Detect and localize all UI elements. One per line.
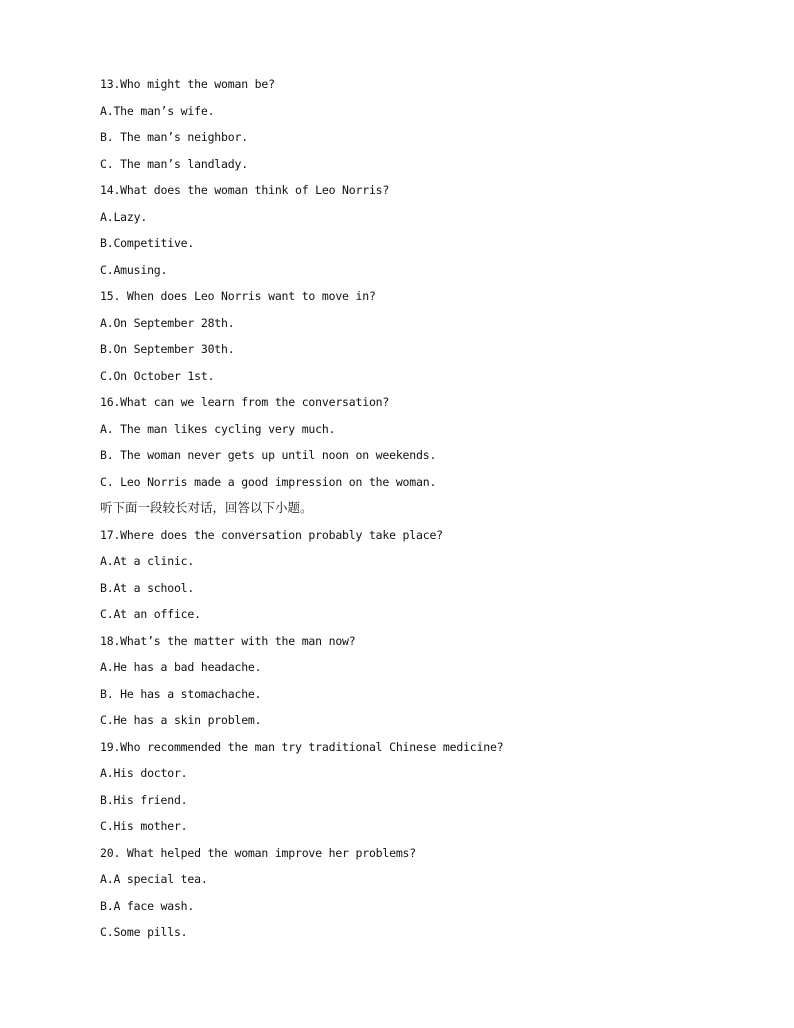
question-16-option-c: C. Leo Norris made a good impression on the woman. xyxy=(100,474,437,489)
question-17-option-a: A.At a clinic. xyxy=(100,554,195,568)
question-17-option-b: B.At a school. xyxy=(100,580,195,595)
question-20-option-b: B.A face wash. xyxy=(100,898,195,913)
question-15: 15. When does Leo Norris want to move in? xyxy=(100,289,376,303)
question-14: 14.What does the woman think of Leo Norris? xyxy=(100,183,390,197)
question-15-option-a: A.On September 28th. xyxy=(100,315,235,330)
question-20: 20. What helped the woman improve her problems? xyxy=(100,845,417,860)
question-18-option-a: A.He has a bad headache. xyxy=(100,660,262,674)
question-16-option-b: B. The woman never gets up until noon on weekends. xyxy=(100,448,437,462)
question-14-option-c: C.Amusing. xyxy=(100,262,168,277)
question-19-option-b: B.His friend. xyxy=(100,792,188,807)
question-19: 19.Who recommended the man try traditional Chinese medicine? xyxy=(100,739,504,754)
question-18: 18.What’s the matter with the man now? xyxy=(100,633,356,648)
question-15-option-b: B.On September 30th. xyxy=(100,342,235,356)
question-19-option-a: A.His doctor. xyxy=(100,766,188,780)
question-17: 17.Where does the conversation probably take place? xyxy=(100,527,443,542)
question-13-option-b: B. The man’s neighbor. xyxy=(100,130,248,144)
question-15-option-c: C.On October 1st. xyxy=(100,368,215,383)
question-20-option-a: A.A special tea. xyxy=(100,872,208,886)
question-17-option-c: C.At an office. xyxy=(100,607,201,621)
question-14-option-b: B.Competitive. xyxy=(100,236,195,250)
question-20-option-c: C.Some pills. xyxy=(100,925,188,939)
question-13-option-a: A.The man’s wife. xyxy=(100,103,215,118)
question-18-option-c: C.He has a skin problem. xyxy=(100,713,262,727)
question-16: 16.What can we learn from the conversation? xyxy=(100,395,390,409)
question-18-option-b: B. He has a stomachache. xyxy=(100,686,262,701)
question-16-option-a: A. The man likes cycling very much. xyxy=(100,421,336,436)
question-19-option-c: C.His mother. xyxy=(100,819,188,833)
exam-page xyxy=(100,74,740,949)
question-13: 13.Who might the woman be? xyxy=(100,77,275,91)
section-instruction: 听下面一段较长对话，回答以下小题。 xyxy=(100,500,313,515)
question-14-option-a: A.Lazy. xyxy=(100,209,148,224)
question-13-option-c: C. The man’s landlady. xyxy=(100,156,248,171)
